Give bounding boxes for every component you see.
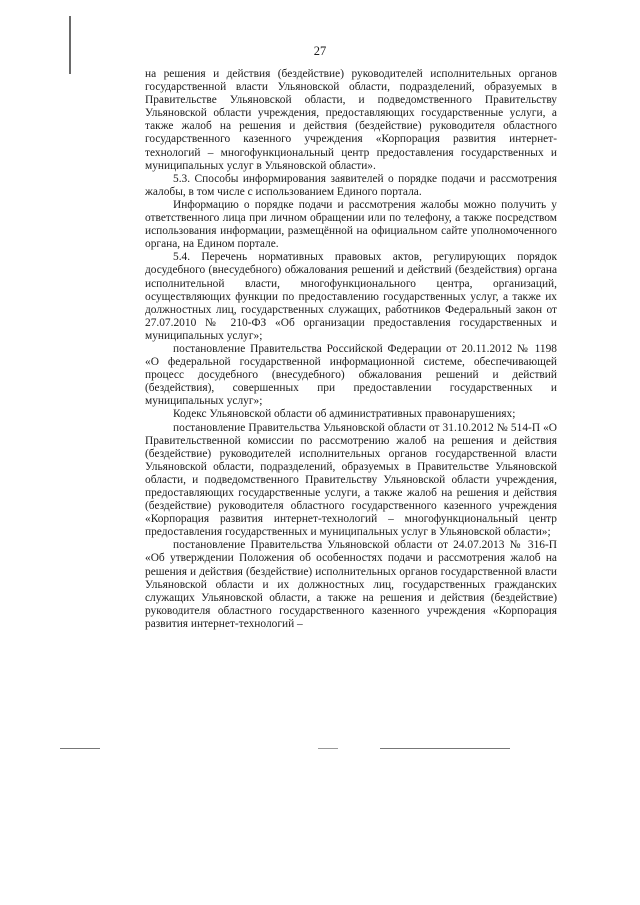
paragraph-section-5-3: 5.3. Способы информирования заявителей о порядке подачи и рассмотрения жалобы, в том числе с использованием Единого портала.	[145, 172, 557, 198]
paragraph-info-procedure: Информацию о порядке подачи и рассмотрения жалобы можно получить у ответственного лица при личном обращении или по телефону, а также посредством использования информации, размещённой на официальном сайте уполномоченного органа, на Едином портале.	[145, 198, 557, 251]
paragraph-decree-316: постановление Правительства Ульяновской области от 24.07.2013 № 316-П «Об утверждении Положения об особенностях подачи и рассмотрения жалоб на решения и действия (бездействие) исполнительных органов государственной власти Ульяновской области и их должностных лиц, государственных гражданских служащих Ульяновской области, а также на решения и действия (бездействие) руководителя областного государственного казенного учреждения «Корпорация развития интернет-технологий –	[145, 539, 557, 630]
paragraph-section-5-4: 5.4. Перечень нормативных правовых актов, регулирующих порядок досудебного (внесудебного) обжалования решений и действий (бездействия) органа исполнительной власти, многофункционального центра, организаций, осуществляющих функции по предоставлению государственных услуг, а также их должностных лиц, государственных служащих, работников Федеральный закон от 27.07.2010 № 210-ФЗ «Об организации предоставления государственных и муниципальных услуг»;	[145, 251, 557, 342]
footer-rule-left	[60, 748, 100, 749]
footer-rule-right	[380, 748, 510, 749]
paragraph-continuation: на решения и действия (бездействие) руководителей исполнительных органов государственной власти Ульяновской области, подразделений, образуемых в Правительстве Ульяновской области, и подведомственного Правительству Ульяновской области учреждения, предоставляющих государственные услуги, а также жалоб на решения и действия (бездействие) руководителя областного государственного казенного учреждения «Корпорация развития интернет-технологий – многофункциональный центр предоставления государственных и муниципальных услуг в Ульяновской области».	[145, 68, 557, 172]
page-number: 27	[313, 44, 327, 58]
paragraph-decree-rf-1198: постановление Правительства Российской Федерации от 20.11.2012 № 1198 «О федеральной государственной информационной системе, обеспечивающей процесс досудебного (внесудебного) обжалования решений и действий (бездействия), совершенных при предоставлении государственных и муниципальных услуг»;	[145, 342, 557, 408]
paragraph-decree-514: постановление Правительства Ульяновской области от 31.10.2012 № 514-П «О Правительственной комиссии по рассмотрению жалоб на решения и действия (бездействие) руководителей исполнительных органов государственной власти Ульяновской области, подразделений, образуемых в Правительстве Ульяновской области, и подведомственного Правительству Ульяновской области учреждения, предоставляющих государственные услуги, а также жалоб на решения и действия (бездействие) руководителя областного государственного казенного учреждения «Корпорация развития интернет-технологий – многофункциональный центр предоставления государственных и муниципальных услуг в Ульяновской области»;	[145, 421, 557, 539]
body-text	[145, 68, 557, 631]
paragraph-code-ulyanovsk: Кодекс Ульяновской области об административных правонарушениях;	[173, 408, 516, 421]
footer-rule-middle	[318, 748, 338, 749]
